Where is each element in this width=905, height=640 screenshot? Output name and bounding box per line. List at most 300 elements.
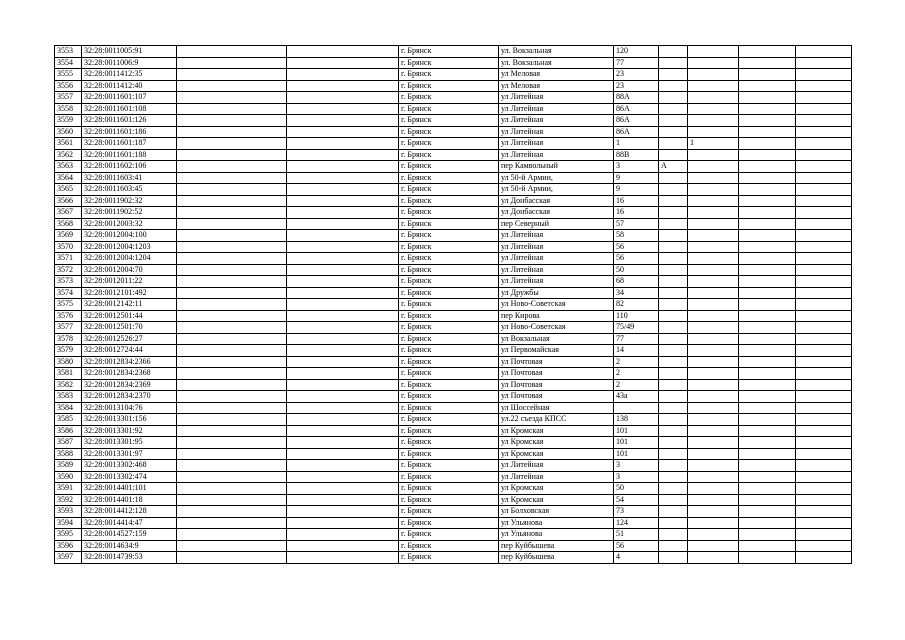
corpus-cell xyxy=(688,92,739,104)
empty-cell xyxy=(739,138,796,150)
empty-cell xyxy=(796,241,852,253)
table-row xyxy=(55,46,852,58)
corpus-cell xyxy=(688,57,739,69)
building-letter-cell xyxy=(659,149,688,161)
empty-cell xyxy=(796,368,852,380)
row-number-cell: 3589 xyxy=(55,460,82,472)
empty-cell xyxy=(177,437,287,449)
empty-cell xyxy=(287,161,399,173)
row-number-cell: 3585 xyxy=(55,414,82,426)
row-number-cell: 3578 xyxy=(55,333,82,345)
building-letter-cell xyxy=(659,322,688,334)
empty-cell xyxy=(796,253,852,265)
house-number-cell: 50 xyxy=(614,264,659,276)
corpus-cell xyxy=(688,437,739,449)
corpus-cell xyxy=(688,345,739,357)
empty-cell xyxy=(177,103,287,115)
empty-cell xyxy=(177,552,287,564)
cadastral-number-cell: 32:28:0012003:32 xyxy=(82,218,177,230)
city-cell: г. Брянск xyxy=(399,230,499,242)
house-number-cell: 101 xyxy=(614,448,659,460)
row-number-cell: 3580 xyxy=(55,356,82,368)
empty-cell xyxy=(177,287,287,299)
building-letter-cell xyxy=(659,333,688,345)
corpus-cell xyxy=(688,253,739,265)
city-cell: г. Брянск xyxy=(399,172,499,184)
row-number-cell: 3569 xyxy=(55,230,82,242)
empty-cell xyxy=(739,356,796,368)
row-number-cell: 3570 xyxy=(55,241,82,253)
empty-cell xyxy=(739,230,796,242)
corpus-cell xyxy=(688,471,739,483)
building-letter-cell: А xyxy=(659,161,688,173)
empty-cell xyxy=(177,57,287,69)
table-row xyxy=(55,402,852,414)
house-number-cell: 3 xyxy=(614,460,659,472)
building-letter-cell xyxy=(659,103,688,115)
table-row xyxy=(55,57,852,69)
corpus-cell xyxy=(688,529,739,541)
house-number-cell: 50 xyxy=(614,483,659,495)
street-cell: ул Литейная xyxy=(499,115,614,127)
street-cell: ул Ново-Советская xyxy=(499,299,614,311)
city-cell: г. Брянск xyxy=(399,506,499,518)
empty-cell xyxy=(177,494,287,506)
house-number-cell: 56 xyxy=(614,241,659,253)
property-register-table xyxy=(54,45,852,564)
table-row xyxy=(55,126,852,138)
empty-cell xyxy=(739,517,796,529)
city-cell: г. Брянск xyxy=(399,92,499,104)
city-cell: г. Брянск xyxy=(399,345,499,357)
empty-cell xyxy=(739,540,796,552)
empty-cell xyxy=(739,460,796,472)
street-cell: ул Ульянова xyxy=(499,529,614,541)
street-cell: ул Вокзальная xyxy=(499,333,614,345)
corpus-cell: 1 xyxy=(688,138,739,150)
empty-cell xyxy=(796,310,852,322)
cadastral-number-cell: 32:28:0011603:41 xyxy=(82,172,177,184)
empty-cell xyxy=(177,322,287,334)
row-number-cell: 3587 xyxy=(55,437,82,449)
empty-cell xyxy=(739,552,796,564)
empty-cell xyxy=(177,299,287,311)
corpus-cell xyxy=(688,540,739,552)
empty-cell xyxy=(739,115,796,127)
cadastral-number-cell: 32:28:0014414:47 xyxy=(82,517,177,529)
street-cell: ул Болховская xyxy=(499,506,614,518)
row-number-cell: 3593 xyxy=(55,506,82,518)
corpus-cell xyxy=(688,207,739,219)
row-number-cell: 3577 xyxy=(55,322,82,334)
street-cell: ул. Вокзальная xyxy=(499,57,614,69)
city-cell: г. Брянск xyxy=(399,253,499,265)
empty-cell xyxy=(739,149,796,161)
house-number-cell: 88В xyxy=(614,149,659,161)
empty-cell xyxy=(739,414,796,426)
corpus-cell xyxy=(688,230,739,242)
empty-cell xyxy=(796,356,852,368)
city-cell: г. Брянск xyxy=(399,425,499,437)
empty-cell xyxy=(177,80,287,92)
building-letter-cell xyxy=(659,471,688,483)
cadastral-number-cell: 32:28:0011601:108 xyxy=(82,103,177,115)
empty-cell xyxy=(287,46,399,58)
building-letter-cell xyxy=(659,345,688,357)
house-number-cell: 54 xyxy=(614,494,659,506)
empty-cell xyxy=(287,207,399,219)
corpus-cell xyxy=(688,460,739,472)
corpus-cell xyxy=(688,299,739,311)
house-number-cell: 23 xyxy=(614,69,659,81)
cadastral-number-cell: 32:28:0011412:40 xyxy=(82,80,177,92)
empty-cell xyxy=(739,345,796,357)
corpus-cell xyxy=(688,310,739,322)
row-number-cell: 3590 xyxy=(55,471,82,483)
house-number-cell: 88А xyxy=(614,92,659,104)
row-number-cell: 3559 xyxy=(55,115,82,127)
building-letter-cell xyxy=(659,299,688,311)
empty-cell xyxy=(796,115,852,127)
empty-cell xyxy=(177,115,287,127)
cadastral-number-cell: 32:28:0011601:107 xyxy=(82,92,177,104)
house-number-cell: 101 xyxy=(614,437,659,449)
empty-cell xyxy=(287,80,399,92)
cadastral-number-cell: 32:28:0014634:9 xyxy=(82,540,177,552)
cadastral-number-cell: 32:28:0014739:53 xyxy=(82,552,177,564)
cadastral-number-cell: 32:28:0013301:92 xyxy=(82,425,177,437)
street-cell: пер Куйбышева xyxy=(499,540,614,552)
empty-cell xyxy=(739,379,796,391)
house-number-cell: 9 xyxy=(614,184,659,196)
building-letter-cell xyxy=(659,356,688,368)
empty-cell xyxy=(739,437,796,449)
row-number-cell: 3568 xyxy=(55,218,82,230)
row-number-cell: 3581 xyxy=(55,368,82,380)
cadastral-number-cell: 32:28:0012501:44 xyxy=(82,310,177,322)
city-cell: г. Брянск xyxy=(399,471,499,483)
city-cell: г. Брянск xyxy=(399,138,499,150)
city-cell: г. Брянск xyxy=(399,356,499,368)
building-letter-cell xyxy=(659,437,688,449)
table-row xyxy=(55,310,852,322)
city-cell: г. Брянск xyxy=(399,517,499,529)
house-number-cell: 110 xyxy=(614,310,659,322)
row-number-cell: 3583 xyxy=(55,391,82,403)
table-row xyxy=(55,138,852,150)
cadastral-number-cell: 32:28:0011005:91 xyxy=(82,46,177,58)
empty-cell xyxy=(287,552,399,564)
empty-cell xyxy=(287,287,399,299)
corpus-cell xyxy=(688,287,739,299)
empty-cell xyxy=(287,425,399,437)
empty-cell xyxy=(177,253,287,265)
cadastral-number-cell: 32:28:0013302:474 xyxy=(82,471,177,483)
building-letter-cell xyxy=(659,57,688,69)
table-row xyxy=(55,437,852,449)
street-cell: ул Кромская xyxy=(499,494,614,506)
table-row xyxy=(55,184,852,196)
building-letter-cell xyxy=(659,207,688,219)
corpus-cell xyxy=(688,322,739,334)
street-cell: ул Почтовая xyxy=(499,379,614,391)
street-cell: ул Литейная xyxy=(499,264,614,276)
table-row xyxy=(55,414,852,426)
empty-cell xyxy=(796,207,852,219)
street-cell: ул Литейная xyxy=(499,92,614,104)
cadastral-number-cell: 32:28:0011602:106 xyxy=(82,161,177,173)
corpus-cell xyxy=(688,379,739,391)
empty-cell xyxy=(177,506,287,518)
empty-cell xyxy=(739,126,796,138)
empty-cell xyxy=(177,460,287,472)
city-cell: г. Брянск xyxy=(399,161,499,173)
corpus-cell xyxy=(688,195,739,207)
row-number-cell: 3584 xyxy=(55,402,82,414)
empty-cell xyxy=(287,402,399,414)
empty-cell xyxy=(739,103,796,115)
empty-cell xyxy=(796,402,852,414)
building-letter-cell xyxy=(659,195,688,207)
empty-cell xyxy=(287,333,399,345)
table-row xyxy=(55,506,852,518)
table-row xyxy=(55,264,852,276)
house-number-cell: 75/49 xyxy=(614,322,659,334)
street-cell: ул Меловая xyxy=(499,69,614,81)
table-row xyxy=(55,195,852,207)
empty-cell xyxy=(177,345,287,357)
house-number-cell: 86А xyxy=(614,115,659,127)
street-cell: ул Литейная xyxy=(499,149,614,161)
empty-cell xyxy=(177,161,287,173)
house-number-cell: 86А xyxy=(614,103,659,115)
table-row xyxy=(55,460,852,472)
cadastral-number-cell: 32:28:0011902:32 xyxy=(82,195,177,207)
table-row xyxy=(55,391,852,403)
empty-cell xyxy=(796,425,852,437)
row-number-cell: 3558 xyxy=(55,103,82,115)
empty-cell xyxy=(796,46,852,58)
table-row xyxy=(55,161,852,173)
building-letter-cell xyxy=(659,287,688,299)
corpus-cell xyxy=(688,115,739,127)
house-number-cell: 1 xyxy=(614,138,659,150)
empty-cell xyxy=(739,448,796,460)
city-cell: г. Брянск xyxy=(399,483,499,495)
empty-cell xyxy=(739,69,796,81)
empty-cell xyxy=(796,276,852,288)
empty-cell xyxy=(739,57,796,69)
empty-cell xyxy=(287,218,399,230)
table-row xyxy=(55,149,852,161)
empty-cell xyxy=(287,322,399,334)
corpus-cell xyxy=(688,46,739,58)
row-number-cell: 3596 xyxy=(55,540,82,552)
row-number-cell: 3595 xyxy=(55,529,82,541)
empty-cell xyxy=(287,494,399,506)
table-row xyxy=(55,322,852,334)
corpus-cell xyxy=(688,172,739,184)
house-number-cell: 101 xyxy=(614,425,659,437)
street-cell: ул Донбасская xyxy=(499,207,614,219)
cadastral-number-cell: 32:28:0011601:187 xyxy=(82,138,177,150)
empty-cell xyxy=(739,506,796,518)
house-number-cell: 77 xyxy=(614,333,659,345)
empty-cell xyxy=(739,333,796,345)
corpus-cell xyxy=(688,69,739,81)
corpus-cell xyxy=(688,218,739,230)
street-cell: ул Почтовая xyxy=(499,391,614,403)
empty-cell xyxy=(796,287,852,299)
street-cell: ул Ново-Советская xyxy=(499,322,614,334)
corpus-cell xyxy=(688,494,739,506)
street-cell: ул Литейная xyxy=(499,138,614,150)
corpus-cell xyxy=(688,241,739,253)
table-row xyxy=(55,425,852,437)
row-number-cell: 3573 xyxy=(55,276,82,288)
empty-cell xyxy=(796,552,852,564)
house-number-cell: 2 xyxy=(614,368,659,380)
city-cell: г. Брянск xyxy=(399,149,499,161)
empty-cell xyxy=(796,414,852,426)
corpus-cell xyxy=(688,126,739,138)
building-letter-cell xyxy=(659,46,688,58)
city-cell: г. Брянск xyxy=(399,322,499,334)
empty-cell xyxy=(739,80,796,92)
corpus-cell xyxy=(688,80,739,92)
row-number-cell: 3553 xyxy=(55,46,82,58)
empty-cell xyxy=(287,264,399,276)
house-number-cell: 34 xyxy=(614,287,659,299)
house-number-cell: 57 xyxy=(614,218,659,230)
empty-cell xyxy=(796,172,852,184)
city-cell: г. Брянск xyxy=(399,103,499,115)
empty-cell xyxy=(287,230,399,242)
building-letter-cell xyxy=(659,310,688,322)
table-row xyxy=(55,207,852,219)
street-cell: ул Литейная xyxy=(499,241,614,253)
empty-cell xyxy=(739,529,796,541)
city-cell: г. Брянск xyxy=(399,552,499,564)
building-letter-cell xyxy=(659,69,688,81)
house-number-cell: 77 xyxy=(614,57,659,69)
empty-cell xyxy=(177,276,287,288)
empty-cell xyxy=(287,379,399,391)
city-cell: г. Брянск xyxy=(399,126,499,138)
street-cell: ул.22 съезда КПСС xyxy=(499,414,614,426)
corpus-cell xyxy=(688,483,739,495)
row-number-cell: 3574 xyxy=(55,287,82,299)
city-cell: г. Брянск xyxy=(399,391,499,403)
row-number-cell: 3588 xyxy=(55,448,82,460)
empty-cell xyxy=(287,345,399,357)
empty-cell xyxy=(796,299,852,311)
table-row xyxy=(55,529,852,541)
empty-cell xyxy=(287,253,399,265)
house-number-cell xyxy=(614,402,659,414)
city-cell: г. Брянск xyxy=(399,299,499,311)
cadastral-number-cell: 32:28:0011601:186 xyxy=(82,126,177,138)
empty-cell xyxy=(796,126,852,138)
table-row xyxy=(55,69,852,81)
city-cell: г. Брянск xyxy=(399,414,499,426)
table-row xyxy=(55,368,852,380)
cadastral-number-cell: 32:28:0012101:492 xyxy=(82,287,177,299)
empty-cell xyxy=(287,391,399,403)
house-number-cell: 124 xyxy=(614,517,659,529)
building-letter-cell xyxy=(659,540,688,552)
cadastral-number-cell: 32:28:0014401:18 xyxy=(82,494,177,506)
building-letter-cell xyxy=(659,230,688,242)
empty-cell xyxy=(739,310,796,322)
table-row xyxy=(55,356,852,368)
building-letter-cell xyxy=(659,92,688,104)
street-cell: пер Северный xyxy=(499,218,614,230)
house-number-cell: 2 xyxy=(614,379,659,391)
street-cell: ул Дружбы xyxy=(499,287,614,299)
building-letter-cell xyxy=(659,264,688,276)
empty-cell xyxy=(796,437,852,449)
row-number-cell: 3563 xyxy=(55,161,82,173)
cadastral-number-cell: 32:28:0012724:44 xyxy=(82,345,177,357)
empty-cell xyxy=(796,92,852,104)
empty-cell xyxy=(287,103,399,115)
empty-cell xyxy=(287,69,399,81)
empty-cell xyxy=(796,471,852,483)
corpus-cell xyxy=(688,552,739,564)
table-row xyxy=(55,517,852,529)
table-row xyxy=(55,299,852,311)
cadastral-number-cell: 32:28:0012142:11 xyxy=(82,299,177,311)
empty-cell xyxy=(796,80,852,92)
cadastral-number-cell: 32:28:0013302:468 xyxy=(82,460,177,472)
cadastral-number-cell: 32:28:0012011:22 xyxy=(82,276,177,288)
row-number-cell: 3597 xyxy=(55,552,82,564)
empty-cell xyxy=(287,310,399,322)
house-number-cell: 56 xyxy=(614,253,659,265)
street-cell: ул Кромская xyxy=(499,448,614,460)
table-row xyxy=(55,448,852,460)
street-cell: ул Литейная xyxy=(499,253,614,265)
empty-cell xyxy=(177,241,287,253)
street-cell: ул Почтовая xyxy=(499,368,614,380)
city-cell: г. Брянск xyxy=(399,437,499,449)
corpus-cell xyxy=(688,448,739,460)
house-number-cell: 138 xyxy=(614,414,659,426)
building-letter-cell xyxy=(659,391,688,403)
empty-cell xyxy=(177,356,287,368)
empty-cell xyxy=(287,149,399,161)
empty-cell xyxy=(796,529,852,541)
cadastral-number-cell: 32:28:0013301:95 xyxy=(82,437,177,449)
house-number-cell: 82 xyxy=(614,299,659,311)
cadastral-number-cell: 32:28:0012004:70 xyxy=(82,264,177,276)
street-cell: ул Литейная xyxy=(499,126,614,138)
empty-cell xyxy=(287,517,399,529)
empty-cell xyxy=(796,391,852,403)
table-row xyxy=(55,333,852,345)
empty-cell xyxy=(739,241,796,253)
empty-cell xyxy=(739,195,796,207)
street-cell: ул Почтовая xyxy=(499,356,614,368)
cadastral-number-cell: 32:28:0011601:188 xyxy=(82,149,177,161)
city-cell: г. Брянск xyxy=(399,276,499,288)
row-number-cell: 3572 xyxy=(55,264,82,276)
street-cell: ул Литейная xyxy=(499,103,614,115)
city-cell: г. Брянск xyxy=(399,368,499,380)
empty-cell xyxy=(287,540,399,552)
street-cell: ул Литейная xyxy=(499,471,614,483)
